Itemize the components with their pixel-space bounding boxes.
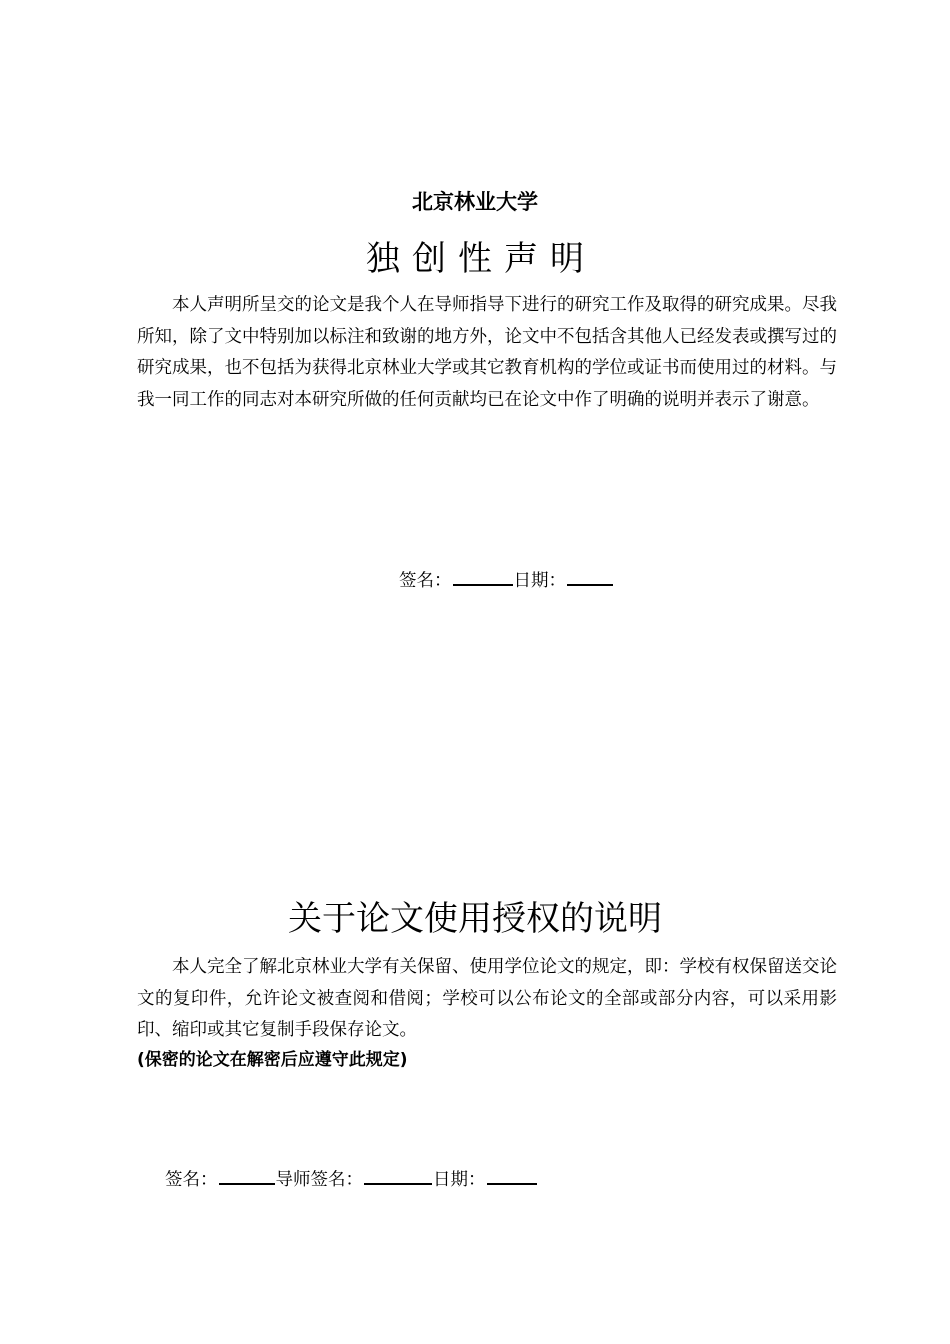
- advisor-signature-blank[interactable]: [364, 1165, 432, 1185]
- signature-blank[interactable]: [453, 566, 513, 586]
- declaration-body: 本人声明所呈交的论文是我个人在导师指导下进行的研究工作及取得的研究成果。尽我所知，除了文中特别加以标注和致谢的地方外，论文中不包括含其他人已经发表或撰写过的研究成果，也不包括为获得北京林业大学或其它教育机构的学位或证书而使用过的材料。与我一同工作的同志对本研究所做的任何贡献均已在论文中作了明确的说明并表示了谢意。: [137, 295, 837, 410]
- advisor-signature-label: 导师签名：: [275, 1170, 363, 1190]
- date-blank[interactable]: [487, 1165, 537, 1185]
- confidentiality-note: (保密的论文在解密后应遵守此规定): [137, 1050, 408, 1070]
- declaration-title: 独创性声明: [366, 239, 596, 279]
- signature-label: 签名：: [399, 571, 452, 591]
- declaration-signature-line: [399, 566, 614, 595]
- authorization-signature-line: [165, 1165, 538, 1194]
- signature-blank[interactable]: [219, 1165, 275, 1185]
- date-blank[interactable]: [567, 566, 613, 586]
- university-name: 北京林业大学: [412, 190, 538, 214]
- date-label: 日期：: [433, 1170, 486, 1190]
- signature-label: 签名：: [165, 1170, 218, 1190]
- date-label: 日期：: [513, 571, 566, 591]
- authorization-title: 关于论文使用授权的说明: [288, 899, 662, 939]
- authorization-body: 本人完全了解北京林业大学有关保留、使用学位论文的规定，即：学校有权保留送交论文的复印件，允许论文被查阅和借阅；学校可以公布论文的全部或部分内容，可以采用影印、缩印或其它复制手段保存论文。: [137, 957, 837, 1040]
